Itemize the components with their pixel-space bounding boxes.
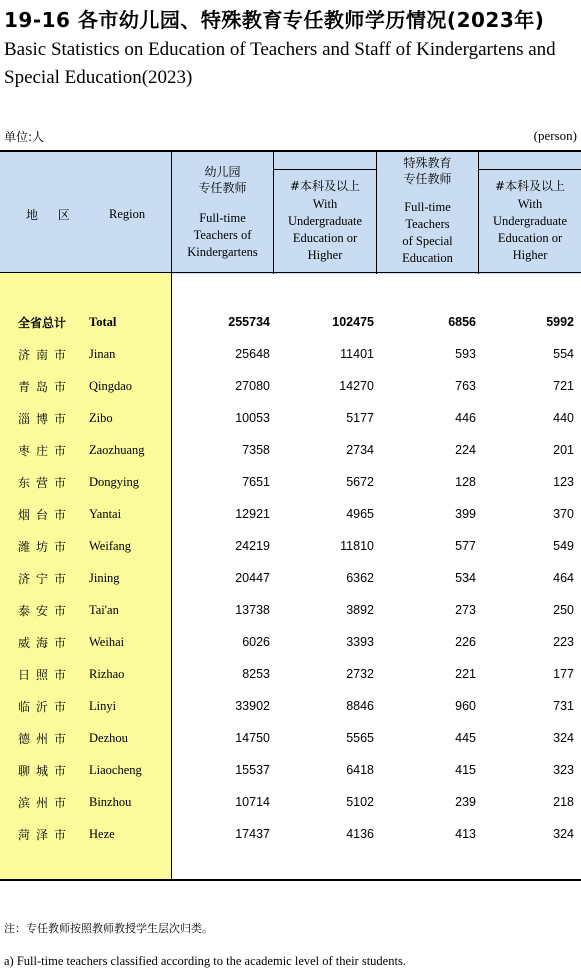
row-value-kg-teachers: 12921 xyxy=(235,507,270,521)
row-region-en: Binzhou xyxy=(89,795,132,809)
row-value-sp-teachers: 415 xyxy=(455,763,476,777)
row-value-kg-teachers: 15537 xyxy=(235,763,270,777)
row-value-sp-undergrad: 323 xyxy=(553,763,574,777)
header-kindergarten-teachers xyxy=(172,152,274,274)
row-value-sp-undergrad: 223 xyxy=(553,635,574,649)
row-value-kg-teachers: 33902 xyxy=(235,699,270,713)
row-region-en: Dongying xyxy=(89,475,139,489)
table-row xyxy=(0,594,581,626)
page-title-cn: 19-16 各市幼儿园、特殊教育专任教师学历情况(2023年) xyxy=(4,8,545,32)
header-col2-top xyxy=(274,152,377,169)
header-col3-cn: 特殊教育 专任教师 xyxy=(403,156,452,186)
table-row xyxy=(0,626,581,658)
header-col1-cn: 幼儿园 专任教师 xyxy=(198,165,247,195)
row-value-kg-teachers: 24219 xyxy=(235,539,270,553)
row-region-en: Rizhao xyxy=(89,667,125,681)
table-row xyxy=(0,466,581,498)
row-value-sp-teachers: 6856 xyxy=(448,315,476,329)
row-value-sp-teachers: 534 xyxy=(455,571,476,585)
row-region-en: Heze xyxy=(89,827,115,841)
header-col4-en: With Undergraduate Education or Higher xyxy=(492,197,568,262)
row-value-sp-undergrad: 464 xyxy=(553,571,574,585)
header-region xyxy=(0,152,172,274)
row-value-kg-undergrad: 14270 xyxy=(339,379,374,393)
row-value-kg-undergrad: 102475 xyxy=(332,315,374,329)
row-value-sp-teachers: 413 xyxy=(455,827,476,841)
row-value-sp-undergrad: 440 xyxy=(553,411,574,425)
row-value-kg-undergrad: 6362 xyxy=(346,571,374,585)
row-value-kg-undergrad: 5672 xyxy=(346,475,374,489)
row-value-sp-undergrad: 324 xyxy=(553,827,574,841)
row-region-cn: 德州市 xyxy=(18,732,73,746)
table-row xyxy=(0,562,581,594)
row-value-kg-undergrad: 4965 xyxy=(346,507,374,521)
header-special-undergraduate xyxy=(479,169,581,274)
row-region-en: Dezhou xyxy=(89,731,128,745)
row-region-cn: 临沂市 xyxy=(18,700,73,714)
row-region-en: Zaozhuang xyxy=(89,443,145,457)
row-region-cn: 青岛市 xyxy=(18,380,73,394)
row-region-cn: 枣庄市 xyxy=(18,444,73,458)
row-value-sp-undergrad: 554 xyxy=(553,347,574,361)
row-value-sp-teachers: 224 xyxy=(455,443,476,457)
row-value-kg-undergrad: 5565 xyxy=(346,731,374,745)
row-value-sp-teachers: 593 xyxy=(455,347,476,361)
row-region-cn: 济南市 xyxy=(18,348,73,362)
row-value-sp-undergrad: 721 xyxy=(553,379,574,393)
row-value-kg-teachers: 7651 xyxy=(242,475,270,489)
row-value-sp-teachers: 273 xyxy=(455,603,476,617)
row-region-cn: 济宁市 xyxy=(18,572,73,586)
row-region-en: Tai'an xyxy=(89,603,119,617)
row-value-sp-teachers: 577 xyxy=(455,539,476,553)
row-region-en: Total xyxy=(89,315,117,329)
row-value-sp-undergrad: 218 xyxy=(553,795,574,809)
header-col2-cn: #本科及以上 xyxy=(289,179,361,193)
row-region-en: Weifang xyxy=(89,539,132,553)
row-value-kg-teachers: 6026 xyxy=(242,635,270,649)
row-value-kg-undergrad: 2734 xyxy=(346,443,374,457)
row-region-cn: 日照市 xyxy=(18,668,73,682)
table-row xyxy=(0,786,581,818)
header-region-en: Region xyxy=(109,207,146,221)
footnote-en: a) Full-time teachers classified according to the academic level of their students. xyxy=(4,954,406,968)
row-value-kg-teachers: 20447 xyxy=(235,571,270,585)
row-value-sp-teachers: 446 xyxy=(455,411,476,425)
row-value-kg-undergrad: 8846 xyxy=(346,699,374,713)
row-value-kg-teachers: 7358 xyxy=(242,443,270,457)
row-value-sp-teachers: 226 xyxy=(455,635,476,649)
row-value-sp-undergrad: 177 xyxy=(553,667,574,681)
row-region-cn: 全省总计 xyxy=(18,316,67,330)
row-value-kg-undergrad: 6418 xyxy=(346,763,374,777)
table-row xyxy=(0,402,581,434)
page-title-en: Basic Statistics on Education of Teachers and Staff of Kindergartens and Special Education(2023) xyxy=(4,39,556,88)
row-value-sp-undergrad: 5992 xyxy=(546,315,574,329)
table-bottom-rule xyxy=(0,879,581,881)
row-region-en: Weihai xyxy=(89,635,125,649)
row-value-kg-teachers: 8253 xyxy=(242,667,270,681)
row-value-sp-teachers: 445 xyxy=(455,731,476,745)
row-value-sp-undergrad: 549 xyxy=(553,539,574,553)
row-region-cn: 淄博市 xyxy=(18,412,73,426)
row-value-kg-undergrad: 2732 xyxy=(346,667,374,681)
row-region-cn: 威海市 xyxy=(18,636,73,650)
row-region-en: Jinan xyxy=(89,347,116,361)
row-value-sp-undergrad: 250 xyxy=(553,603,574,617)
row-value-kg-teachers: 27080 xyxy=(235,379,270,393)
table-row xyxy=(0,498,581,530)
row-region-cn: 聊城市 xyxy=(18,764,73,778)
row-value-sp-teachers: 128 xyxy=(455,475,476,489)
row-region-cn: 东营市 xyxy=(18,476,73,490)
table-row xyxy=(0,306,581,338)
row-value-kg-undergrad: 5102 xyxy=(346,795,374,809)
table-header xyxy=(0,150,581,274)
table-row xyxy=(0,434,581,466)
row-value-kg-teachers: 13738 xyxy=(235,603,270,617)
row-value-sp-undergrad: 370 xyxy=(553,507,574,521)
table-row xyxy=(0,658,581,690)
row-value-sp-teachers: 221 xyxy=(455,667,476,681)
header-col4-top xyxy=(479,152,581,169)
row-value-sp-undergrad: 201 xyxy=(553,443,574,457)
row-region-en: Jining xyxy=(89,571,120,585)
table-row xyxy=(0,370,581,402)
row-value-kg-undergrad: 11810 xyxy=(340,539,374,553)
row-region-cn: 烟台市 xyxy=(18,508,73,522)
row-value-kg-undergrad: 3393 xyxy=(346,635,374,649)
header-col3-en: Full-time Teachers of Special Education xyxy=(402,200,453,265)
row-region-cn: 滨州市 xyxy=(18,796,73,810)
unit-label-cn: 单位:人 xyxy=(4,130,45,144)
row-region-cn: 菏泽市 xyxy=(18,828,73,842)
header-col4-cn: #本科及以上 xyxy=(494,179,566,193)
row-value-sp-undergrad: 324 xyxy=(553,731,574,745)
row-value-sp-teachers: 399 xyxy=(455,507,476,521)
row-region-en: Linyi xyxy=(89,699,117,713)
table-row xyxy=(0,690,581,722)
header-col2-en: With Undergraduate Education or Higher xyxy=(287,197,363,262)
row-region-en: Zibo xyxy=(89,411,113,425)
row-value-kg-teachers: 17437 xyxy=(235,827,270,841)
row-region-en: Qingdao xyxy=(89,379,133,393)
footnote-cn: 注：专任教师按照教师教授学生层次归类。 xyxy=(4,922,213,935)
row-value-kg-undergrad: 5177 xyxy=(346,411,374,425)
row-region-cn: 泰安市 xyxy=(18,604,73,618)
row-value-sp-teachers: 763 xyxy=(455,379,476,393)
row-value-kg-undergrad: 11401 xyxy=(340,347,374,361)
table-body xyxy=(0,306,581,850)
row-value-kg-teachers: 25648 xyxy=(235,347,270,361)
header-special-teachers xyxy=(377,152,479,274)
row-region-cn: 潍坊市 xyxy=(18,540,73,554)
row-value-sp-undergrad: 731 xyxy=(553,699,574,713)
row-value-kg-teachers: 255734 xyxy=(228,315,270,329)
unit-label-en: (person) xyxy=(533,128,577,143)
table-row xyxy=(0,818,581,850)
table-row xyxy=(0,722,581,754)
table-row xyxy=(0,338,581,370)
row-region-en: Liaocheng xyxy=(89,763,142,777)
row-value-kg-teachers: 10714 xyxy=(235,795,270,809)
table-row xyxy=(0,530,581,562)
header-col1-en: Full-time Teachers of Kindergartens xyxy=(187,211,258,259)
row-region-en: Yantai xyxy=(89,507,122,521)
header-kindergarten-undergraduate xyxy=(274,169,377,274)
row-value-sp-teachers: 960 xyxy=(455,699,476,713)
row-value-kg-teachers: 14750 xyxy=(235,731,270,745)
row-value-kg-teachers: 10053 xyxy=(235,411,270,425)
row-value-kg-undergrad: 4136 xyxy=(346,827,374,841)
row-value-kg-undergrad: 3892 xyxy=(346,603,374,617)
header-region-cn: 地 区 xyxy=(26,208,78,222)
row-value-sp-teachers: 239 xyxy=(455,795,476,809)
table-row xyxy=(0,754,581,786)
row-value-sp-undergrad: 123 xyxy=(553,475,574,489)
